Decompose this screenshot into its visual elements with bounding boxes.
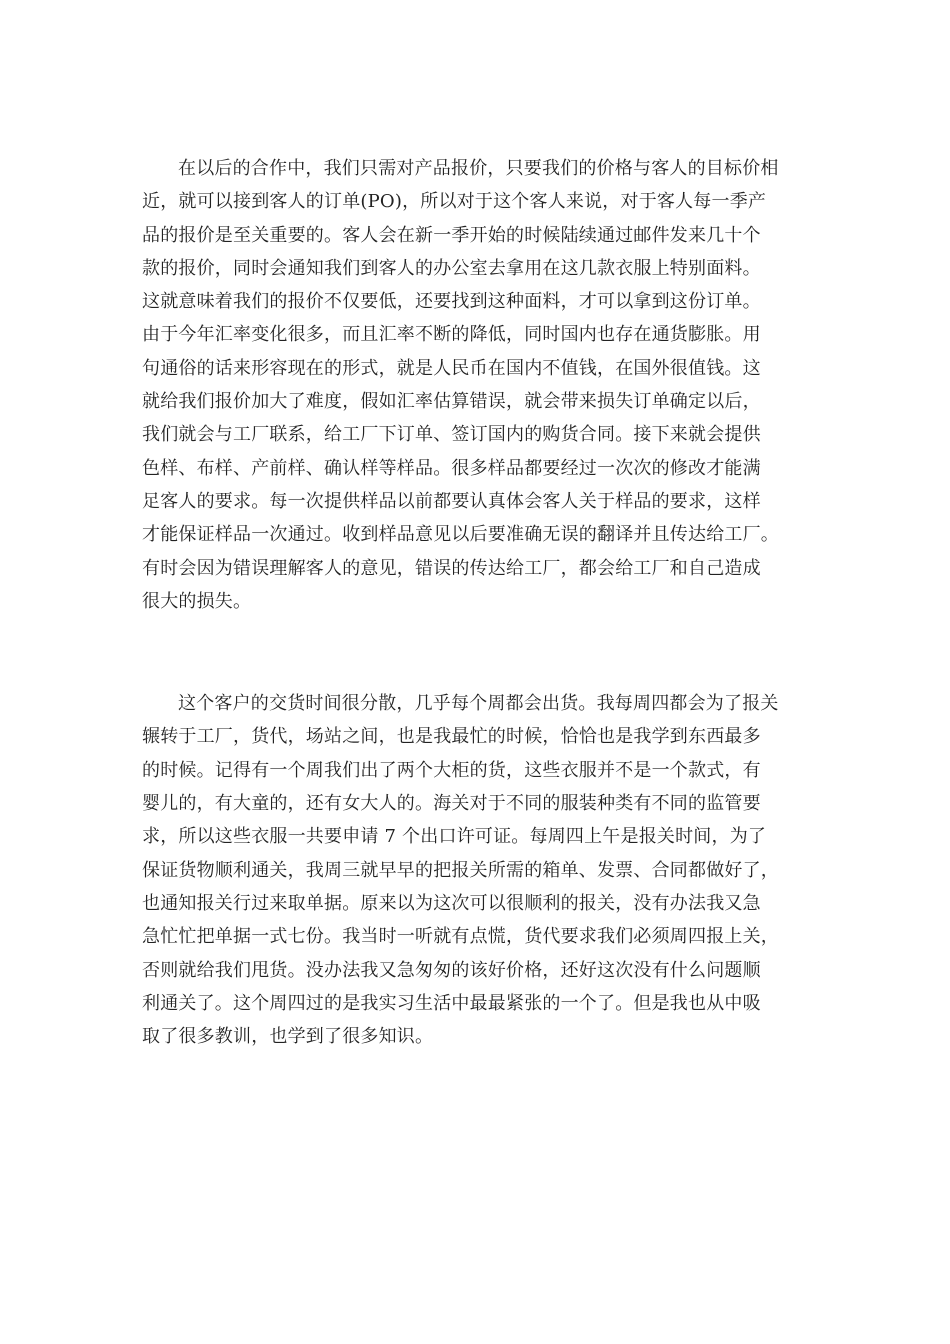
text-line: 否则就给我们甩货。没办法我又急匆匆的该好价格，还好这次没有什么问题顺 xyxy=(142,959,761,981)
text-line: 这就意味着我们的报价不仅要低，还要找到这种面料，才可以拿到这份订单。 xyxy=(142,291,761,313)
text-line: 款的报价，同时会通知我们到客人的办公室去拿用在这几款衣服上特别面料。 xyxy=(142,257,761,279)
text-line: 色样、布样、产前样、确认样等样品。很多样品都要经过一次次的修改才能满 xyxy=(142,457,761,479)
text-line: 利通关了。这个周四过的是我实习生活中最最紧张的一个了。但是我也从中吸 xyxy=(142,992,761,1014)
text-line: 有时会因为错误理解客人的意见，错误的传达给工厂，都会给工厂和自己造成 xyxy=(142,557,761,579)
text-line: 我们就会与工厂联系，给工厂下订单、签订国内的购货合同。接下来就会提供 xyxy=(142,424,761,446)
text-line: 才能保证样品一次通过。收到样品意见以后要准确无误的翻译并且传达给工厂。 xyxy=(142,524,779,546)
text-line: 品的报价是至关重要的。客人会在新一季开始的时候陆续通过邮件发来几十个 xyxy=(142,224,761,246)
text-line: 很大的损失。 xyxy=(142,590,252,612)
text-line: 就给我们报价加大了难度，假如汇率估算错误，就会带来损失订单确定以后， xyxy=(142,391,761,413)
text-line: 近，就可以接到客人的订单(PO)，所以对于这个客人来说，对于客人每一季产 xyxy=(142,191,767,213)
paragraph-spacer xyxy=(142,618,812,687)
text-line: 在以后的合作中，我们只需对产品报价，只要我们的价格与客人的目标价相 xyxy=(178,158,779,179)
text-line: 求，所以这些衣服一共要申请 7 个出口许可证。每周四上午是报关时间，为了 xyxy=(142,826,767,848)
paragraph-2 xyxy=(142,687,812,1053)
text-line: 的时候。记得有一个周我们出了两个大柜的货，这些衣服并不是一个款式，有 xyxy=(142,759,761,781)
text-line: 婴儿的，有大童的，还有女大人的。海关对于不同的服装种类有不同的监管要 xyxy=(142,793,761,815)
text-line: 足客人的要求。每一次提供样品以前都要认真体会客人关于样品的要求，这样 xyxy=(142,490,761,512)
text-line: 取了很多教训，也学到了很多知识。 xyxy=(142,1026,434,1048)
text-line: 保证货物顺利通关，我周三就早早的把报关所需的箱单、发票、合同都做好了， xyxy=(142,859,779,881)
text-line: 句通俗的话来形容现在的形式，就是人民币在国内不值钱，在国外很值钱。这 xyxy=(142,357,761,379)
text-line: 由于今年汇率变化很多，而且汇率不断的降低，同时国内也存在通货膨胀。用 xyxy=(142,324,761,346)
text-line: 辗转于工厂，货代，场站之间，也是我最忙的时候，恰恰也是我学到东西最多 xyxy=(142,726,761,748)
document-body xyxy=(142,152,812,1053)
text-line: 急忙忙把单据一式七份。我当时一听就有点慌，货代要求我们必须周四报上关， xyxy=(142,926,779,948)
text-line: 这个客户的交货时间很分散，几乎每个周都会出货。我每周四都会为了报关 xyxy=(178,693,779,715)
text-line: 也通知报关行过来取单据。原来以为这次可以很顺利的报关，没有办法我又急 xyxy=(142,892,761,914)
paragraph-1 xyxy=(142,152,812,618)
